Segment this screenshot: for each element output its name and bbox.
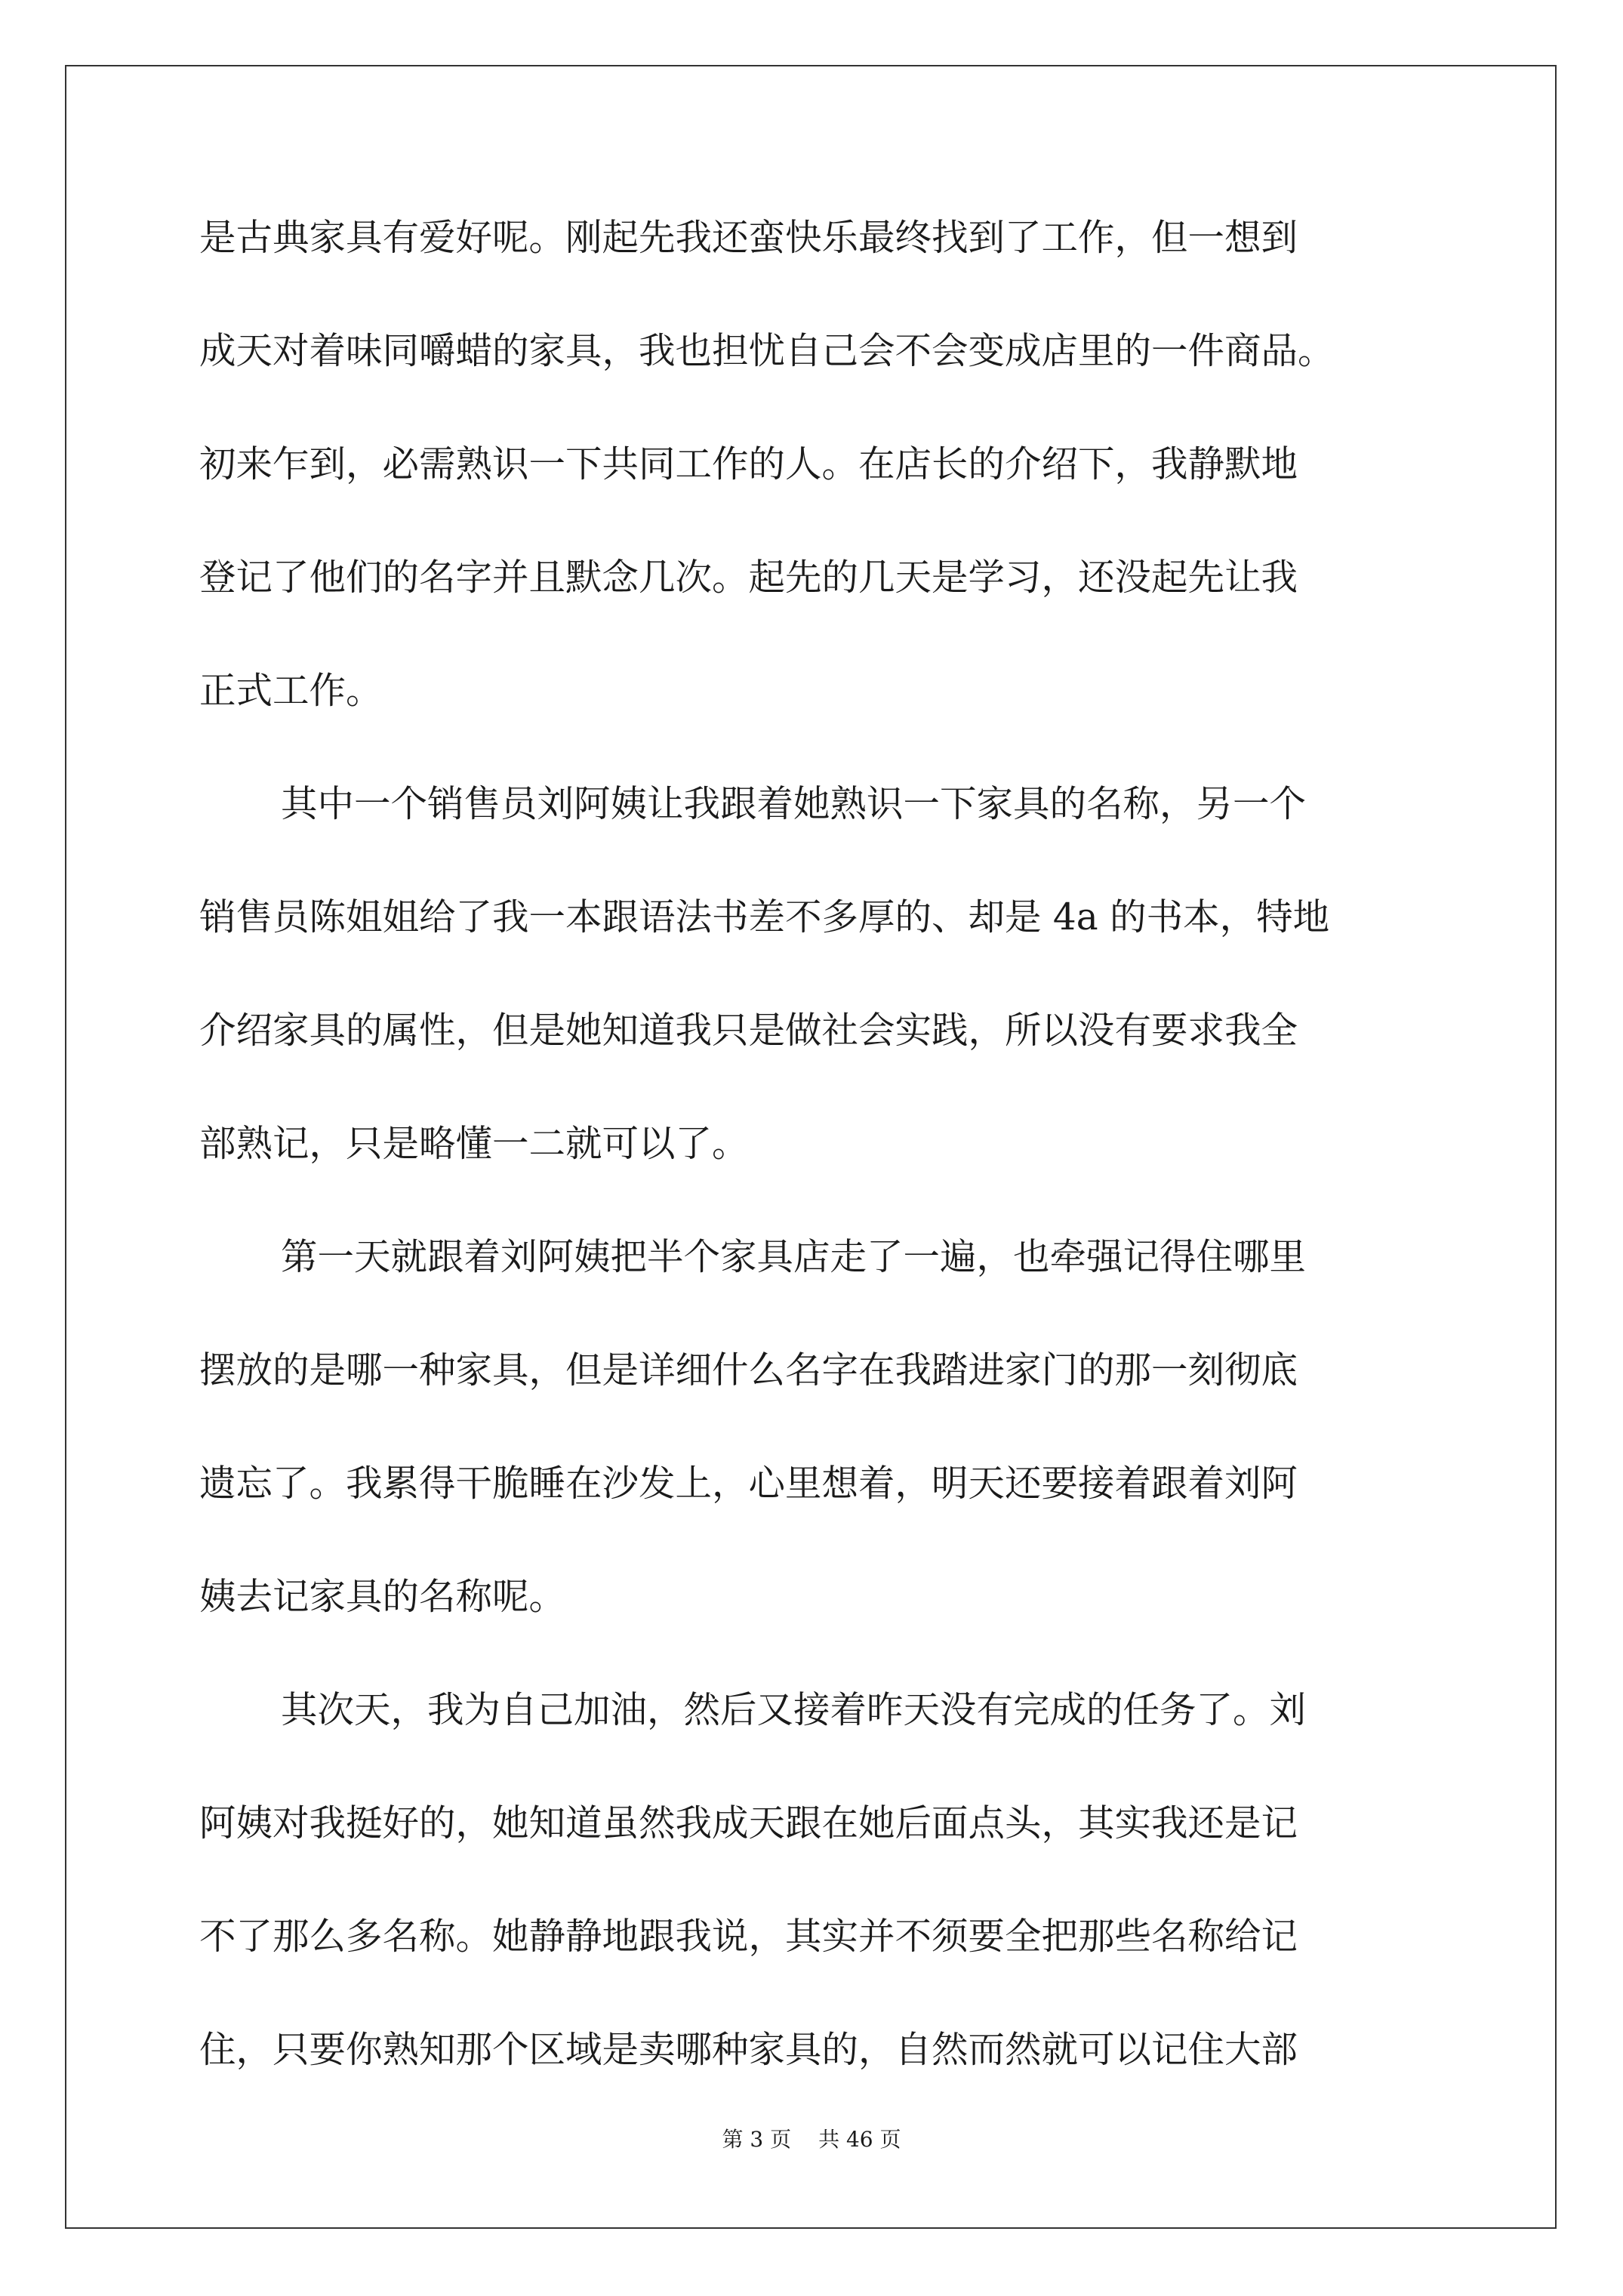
text-line: 登记了他们的名字并且默念几次。起先的几天是学习，还没起先让我 bbox=[199, 556, 1298, 599]
page-number: 第 3 页 bbox=[722, 2127, 792, 2152]
text-line: 销售员陈姐姐给了我一本跟语法书差不多厚的、却是 4a 的书本，特地 bbox=[199, 896, 1330, 938]
text-line: 其次天，我为自己加油，然后又接着昨天没有完成的任务了。刘 bbox=[281, 1689, 1307, 1731]
text-line: 其中一个销售员刘阿姨让我跟着她熟识一下家具的名称，另一个 bbox=[281, 783, 1307, 825]
text-line: 第一天就跟着刘阿姨把半个家具店走了一遍，也牵强记得住哪里 bbox=[281, 1236, 1307, 1278]
text-line: 不了那么多名称。她静静地跟我说，其实并不须要全把那些名称给记 bbox=[199, 1915, 1298, 1958]
text-line: 摆放的是哪一种家具，但是详细什么名字在我踏进家门的那一刻彻底 bbox=[199, 1349, 1298, 1391]
text-line: 遗忘了。我累得干脆睡在沙发上，心里想着，明天还要接着跟着刘阿 bbox=[199, 1462, 1298, 1505]
text-line: 住，只要你熟知那个区域是卖哪种家具的，自然而然就可以记住大部 bbox=[199, 2029, 1298, 2071]
text-line: 是古典家具有爱好呢。刚起先我还蛮快乐最终找到了工作，但一想到 bbox=[199, 217, 1298, 259]
text-line: 介绍家具的属性，但是她知道我只是做社会实践，所以没有要求我全 bbox=[199, 1009, 1298, 1052]
page-total: 共 46 页 bbox=[818, 2127, 901, 2152]
text-line: 正式工作。 bbox=[199, 670, 383, 712]
text-line: 成天对着味同嚼蜡的家具，我也担忧自己会不会变成店里的一件商品。 bbox=[199, 330, 1335, 372]
text-line: 部熟记，只是略懂一二就可以了。 bbox=[199, 1123, 749, 1165]
text-line: 阿姨对我挺好的，她知道虽然我成天跟在她后面点头，其实我还是记 bbox=[199, 1802, 1298, 1845]
document-body bbox=[199, 219, 1433, 2144]
text-line: 姨去记家具的名称呢。 bbox=[199, 1576, 566, 1618]
page-footer bbox=[0, 2128, 1623, 2152]
text-line: 初来乍到，必需熟识一下共同工作的人。在店长的介绍下，我静默地 bbox=[199, 443, 1298, 485]
